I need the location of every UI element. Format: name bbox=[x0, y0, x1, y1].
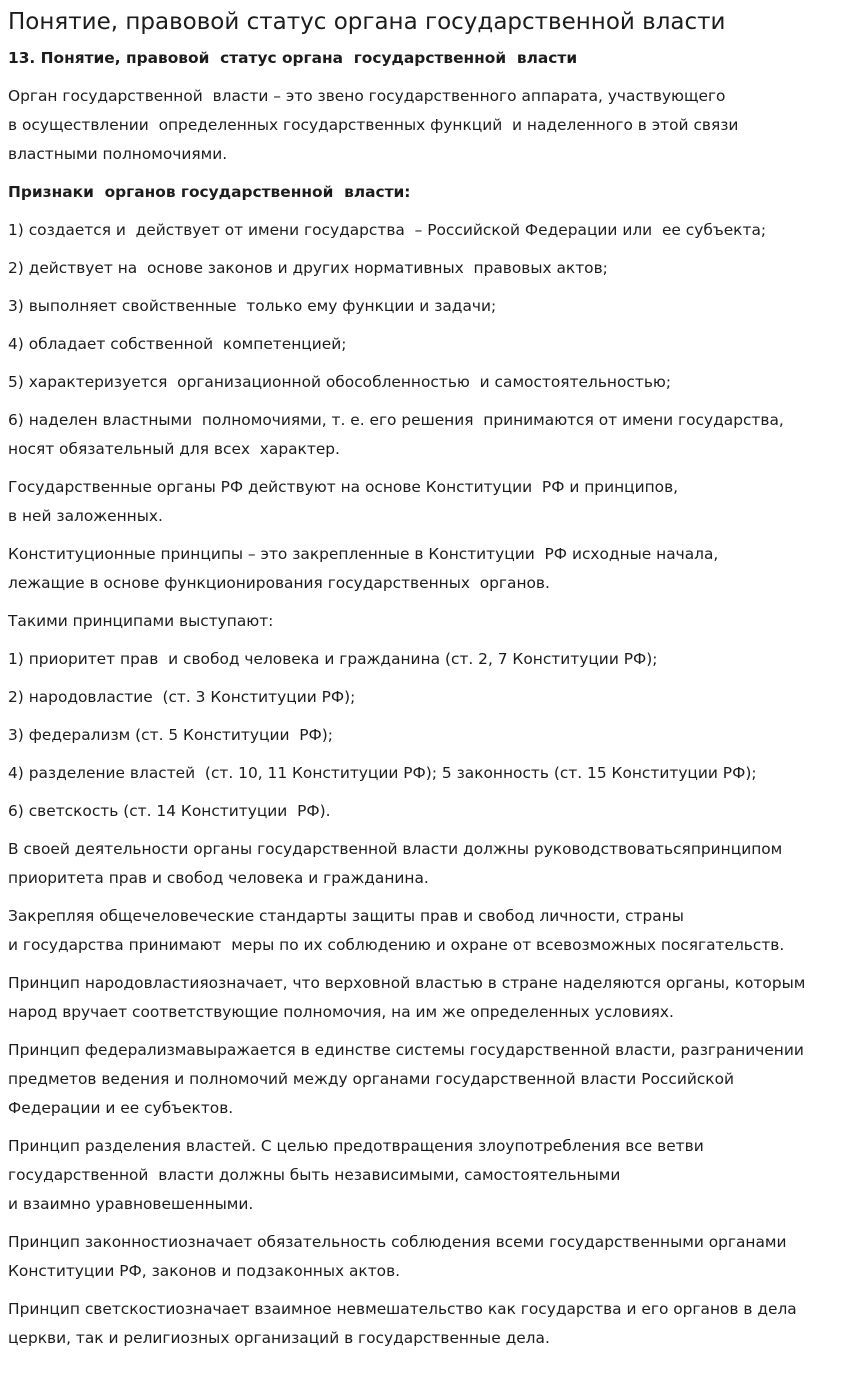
paragraph-line: Принцип законностиозначает обязательность соблюдения всеми государственными органами bbox=[8, 1233, 787, 1251]
paragraph bbox=[8, 1295, 839, 1353]
paragraph-line: 1) создается и действует от имени государства – Российской Федерации или ее субъекта; bbox=[8, 221, 767, 239]
paragraph-line: и взаимно уравновешенными. bbox=[8, 1195, 254, 1213]
paragraph-line: Орган государственной власти – это звено государственного аппарата, участвующего bbox=[8, 87, 726, 105]
paragraph-line: властными полномочиями. bbox=[8, 145, 228, 163]
paragraph-line: 2) действует на основе законов и других нормативных правовых актов; bbox=[8, 259, 608, 277]
paragraph-line: Признаки органов государственной власти: bbox=[8, 183, 411, 201]
paragraph bbox=[8, 368, 839, 397]
paragraph-line: Государственные органы РФ действуют на основе Конституции РФ и принципов, bbox=[8, 478, 679, 496]
paragraph-line: Конституции РФ, законов и подзаконных актов. bbox=[8, 1262, 401, 1280]
paragraph-line: Принцип федерализмавыражается в единстве системы государственной власти, разграничении bbox=[8, 1041, 804, 1059]
paragraph-line: 3) выполняет свойственные только ему функции и задачи; bbox=[8, 297, 497, 315]
paragraph-line: и государства принимают меры по их соблюдению и охране от всевозможных посягательств. bbox=[8, 936, 785, 954]
paragraph-line: Принцип народовластияозначает, что верховной властью в стране наделяются органы, которым bbox=[8, 974, 806, 992]
paragraph-line: 6) наделен властными полномочиями, т. е. его решения принимаются от имени государства, bbox=[8, 411, 784, 429]
paragraph-line: 5) характеризуется организационной обособленностью и самостоятельностью; bbox=[8, 373, 672, 391]
paragraph bbox=[8, 1036, 839, 1123]
page-title: Понятие, правовой статус органа государственной власти bbox=[8, 9, 726, 35]
section-heading bbox=[8, 178, 839, 207]
paragraph bbox=[8, 254, 839, 283]
paragraph bbox=[8, 969, 839, 1027]
paragraph bbox=[8, 902, 839, 960]
paragraph bbox=[8, 835, 839, 893]
paragraph-line: Конституционные принципы – это закрепленные в Конституции РФ исходные начала, bbox=[8, 545, 719, 563]
paragraph bbox=[8, 330, 839, 359]
paragraph-line: 13. Понятие, правовой статус органа государственной власти bbox=[8, 49, 578, 67]
paragraph-line: 3) федерализм (ст. 5 Конституции РФ); bbox=[8, 726, 333, 744]
paragraph bbox=[8, 759, 839, 788]
section-heading bbox=[8, 44, 839, 73]
paragraph-line: 2) народовластие (ст. 3 Конституции РФ); bbox=[8, 688, 356, 706]
paragraph-line: 4) разделение властей (ст. 10, 11 Конституции РФ); 5 законность (ст. 15 Конституции РФ); bbox=[8, 764, 757, 782]
paragraph bbox=[8, 721, 839, 750]
paragraph bbox=[8, 292, 839, 321]
paragraph-line: 6) светскость (ст. 14 Конституции РФ). bbox=[8, 802, 331, 820]
paragraph-line: 4) обладает собственной компетенцией; bbox=[8, 335, 347, 353]
paragraph-line: приоритета прав и свобод человека и гражданина. bbox=[8, 869, 429, 887]
paragraph-line: 1) приоритет прав и свобод человека и гражданина (ст. 2, 7 Конституции РФ); bbox=[8, 650, 658, 668]
paragraph bbox=[8, 607, 839, 636]
paragraph bbox=[8, 473, 839, 531]
paragraph-line: Принцип светскостиозначает взаимное невмешательство как государства и его органов в дела bbox=[8, 1300, 797, 1318]
document-body bbox=[8, 44, 839, 1353]
paragraph bbox=[8, 645, 839, 674]
paragraph-line: в осуществлении определенных государственных функций и наделенного в этой связи bbox=[8, 116, 739, 134]
paragraph bbox=[8, 82, 839, 169]
paragraph-line: церкви, так и религиозных организаций в государственные дела. bbox=[8, 1329, 550, 1347]
paragraph-line: лежащие в основе функционирования государственных органов. bbox=[8, 574, 550, 592]
paragraph bbox=[8, 1228, 839, 1286]
paragraph bbox=[8, 540, 839, 598]
paragraph-line: в ней заложенных. bbox=[8, 507, 163, 525]
paragraph bbox=[8, 797, 839, 826]
paragraph bbox=[8, 683, 839, 712]
paragraph-line: предметов ведения и полномочий между органами государственной власти Российской bbox=[8, 1070, 735, 1088]
paragraph-line: В своей деятельности органы государственной власти должны руководствоватьсяпринципом bbox=[8, 840, 783, 858]
paragraph-line: носят обязательный для всех характер. bbox=[8, 440, 340, 458]
paragraph-line: государственной власти должны быть независимыми, самостоятельными bbox=[8, 1166, 621, 1184]
paragraph-line: народ вручает соответствующие полномочия, на им же определенных условиях. bbox=[8, 1003, 674, 1021]
paragraph bbox=[8, 216, 839, 245]
paragraph bbox=[8, 406, 839, 464]
paragraph-line: Федерации и ее субъектов. bbox=[8, 1099, 234, 1117]
paragraph-line: Закрепляя общечеловеческие стандарты защиты прав и свобод личности, страны bbox=[8, 907, 684, 925]
paragraph-line: Принцип разделения властей. С целью предотвращения злоупотребления все ветви bbox=[8, 1137, 704, 1155]
paragraph bbox=[8, 1132, 839, 1219]
paragraph-line: Такими принципами выступают: bbox=[8, 612, 274, 630]
